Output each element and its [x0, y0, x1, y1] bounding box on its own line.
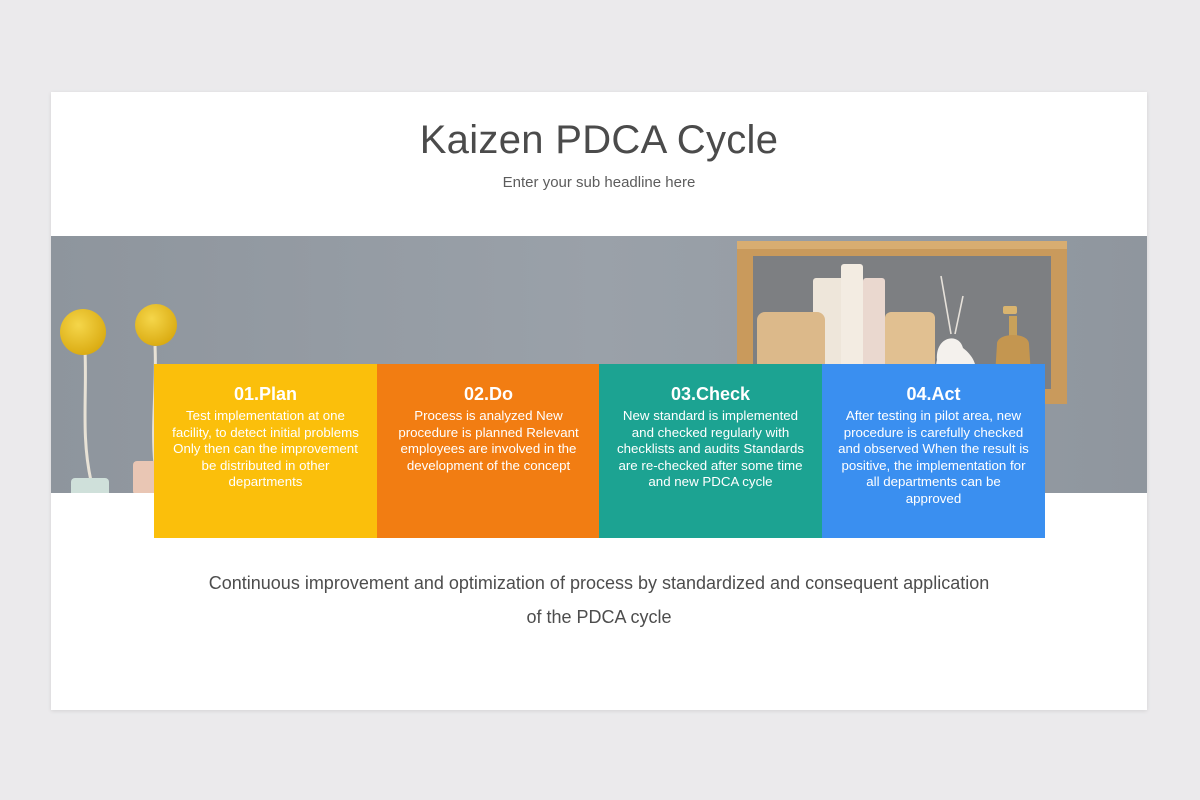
step-description: New standard is implemented and checked regularly with checklists and audits Standards are re-checked after some time and new PDCA cycle — [616, 408, 804, 490]
step-title: 02.Do — [463, 384, 514, 404]
step-description: Process is analyzed New procedure is planned Relevant employees are involved in the development of the concept — [398, 408, 579, 473]
step-card-check — [599, 364, 822, 538]
step-title: 03.Check — [670, 384, 751, 404]
step-description: Test implementation at one facility, to detect initial problems Only then can the improvement be distributed in other departments — [172, 408, 359, 490]
step-title: 04.Act — [906, 384, 961, 404]
footer-statement — [171, 566, 1027, 634]
step-description: After testing in pilot area, new procedure is carefully checked and observed When the result is positive, the implementation for all departments can be approved — [838, 408, 1029, 506]
step-title: 01.Plan — [233, 384, 298, 404]
slide — [51, 92, 1147, 710]
step-card-do — [377, 364, 600, 538]
footer-line-2: of the PDCA cycle — [526, 607, 672, 627]
slide-subtitle: Enter your sub headline here — [502, 174, 696, 191]
step-card-act — [822, 364, 1045, 538]
slide-title: Kaizen PDCA Cycle — [419, 118, 779, 162]
step-card-plan — [154, 364, 377, 538]
footer-line-1: Continuous improvement and optimization of process by standardized and consequent application — [208, 573, 990, 593]
